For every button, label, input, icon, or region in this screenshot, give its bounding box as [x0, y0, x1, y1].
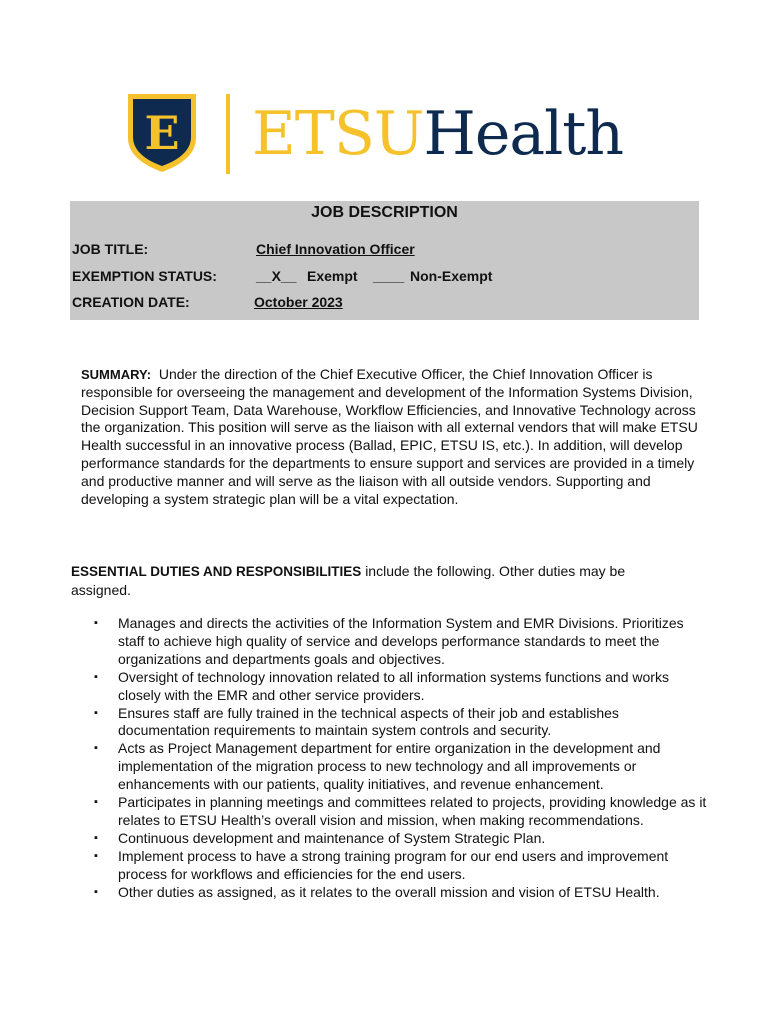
- exempt-text: Exempt: [307, 268, 358, 284]
- shield-letter: E: [144, 106, 180, 160]
- logo-divider: [226, 94, 230, 174]
- list-item: [92, 830, 712, 848]
- bullet-icon: ▪: [94, 849, 98, 862]
- duties-heading: ESSENTIAL DUTIES AND RESPONSIBILITIES: [71, 564, 362, 579]
- list-item: [92, 794, 712, 830]
- list-item-text: Manages and directs the activities of the Information System and EMR Divisions. Prioritizes staff to achieve high quality of service and develops performance standards to meet the organizations and departments goals and objectives.: [118, 615, 684, 667]
- exempt-mark: __X__: [256, 268, 297, 284]
- duties-list: [92, 615, 712, 902]
- job-title-row: [70, 241, 699, 261]
- list-item-text: Other duties as assigned, as it relates to the overall mission and vision of ETSU Health.: [118, 883, 660, 900]
- list-item-text: Implement process to have a strong training program for our end users and improvement process for workflows and efficiencies for the end users.: [118, 847, 669, 882]
- bullet-icon: ▪: [94, 670, 98, 683]
- list-item-text: Ensures staff are fully trained in the technical aspects of their job and establishes documentation requirements to maintain system controls and security.: [118, 704, 619, 739]
- list-item-text: Oversight of technology innovation related to all information systems functions and works closely with the EMR and other service providers.: [118, 668, 669, 703]
- creation-date-value: October 2023: [254, 294, 343, 310]
- summary-label: SUMMARY:: [81, 367, 152, 382]
- logo-wordmark: [252, 92, 623, 176]
- nonexempt-mark: ____: [373, 268, 405, 284]
- wordmark-etsu: ETSU: [252, 99, 424, 169]
- creation-date-row: [70, 294, 699, 314]
- list-item-text: Continuous development and maintenance of System Strategic Plan.: [118, 829, 546, 846]
- nonexempt-text: Non-Exempt: [410, 268, 493, 284]
- exemption-status-row: [70, 268, 699, 288]
- list-item: [92, 740, 712, 794]
- summary-text: Under the direction of the Chief Executive Officer, the Chief Innovation Officer is responsible for overseeing the management and development of the Information Systems Division, Decision Support Team, Data Warehouse, Workflow Efficiencies, and Innovative Technology across the organization. This position will serve as the liaison with all external vendors that will make ETSU Health successful in an innovative process (Ballad, EPIC, ETSU IS, etc.). In addition, will develop performance standards for the departments to ensure support and services are provided in a timely and productive manner and will serve as the liaison with all outside vendors. Supporting and developing a system strategic plan will be a vital expectation.: [81, 366, 698, 507]
- job-header-box: [70, 201, 699, 320]
- duties-intro: [71, 562, 671, 599]
- job-title-value: Chief Innovation Officer: [256, 241, 415, 257]
- list-item: [92, 615, 712, 669]
- list-item: [92, 848, 712, 884]
- etsu-shield-icon: [126, 92, 198, 174]
- exemption-status-label: EXEMPTION STATUS:: [72, 268, 217, 284]
- job-title-label: JOB TITLE:: [72, 241, 149, 257]
- bullet-icon: ▪: [94, 796, 98, 809]
- bullet-icon: ▪: [94, 617, 98, 629]
- list-item: [92, 884, 712, 902]
- wordmark-health: Health: [423, 99, 624, 169]
- list-item-text: Participates in planning meetings and committees related to projects, providing knowledge as it relates to ETSU Health’s overall vision and mission, when making recommendations.: [118, 794, 707, 828]
- job-description-title: JOB DESCRIPTION: [311, 204, 458, 221]
- etsu-health-logo: [126, 92, 646, 176]
- creation-date-label: CREATION DATE:: [72, 294, 190, 310]
- duties-intro-text: include the following. Other duties may be assigned.: [71, 563, 626, 598]
- bullet-icon: ▪: [94, 706, 98, 719]
- bullet-icon: ▪: [94, 885, 98, 898]
- list-item: [92, 705, 712, 741]
- bullet-icon: ▪: [94, 742, 98, 755]
- summary-paragraph: [81, 366, 701, 508]
- bullet-icon: ▪: [94, 831, 98, 844]
- list-item: [92, 669, 712, 705]
- list-item-text: Acts as Project Management department for entire organization in the development and implementation of the migration process to new technology and all improvements or enhancements with our patients, quality initiatives, and revenue enhancement.: [118, 740, 661, 793]
